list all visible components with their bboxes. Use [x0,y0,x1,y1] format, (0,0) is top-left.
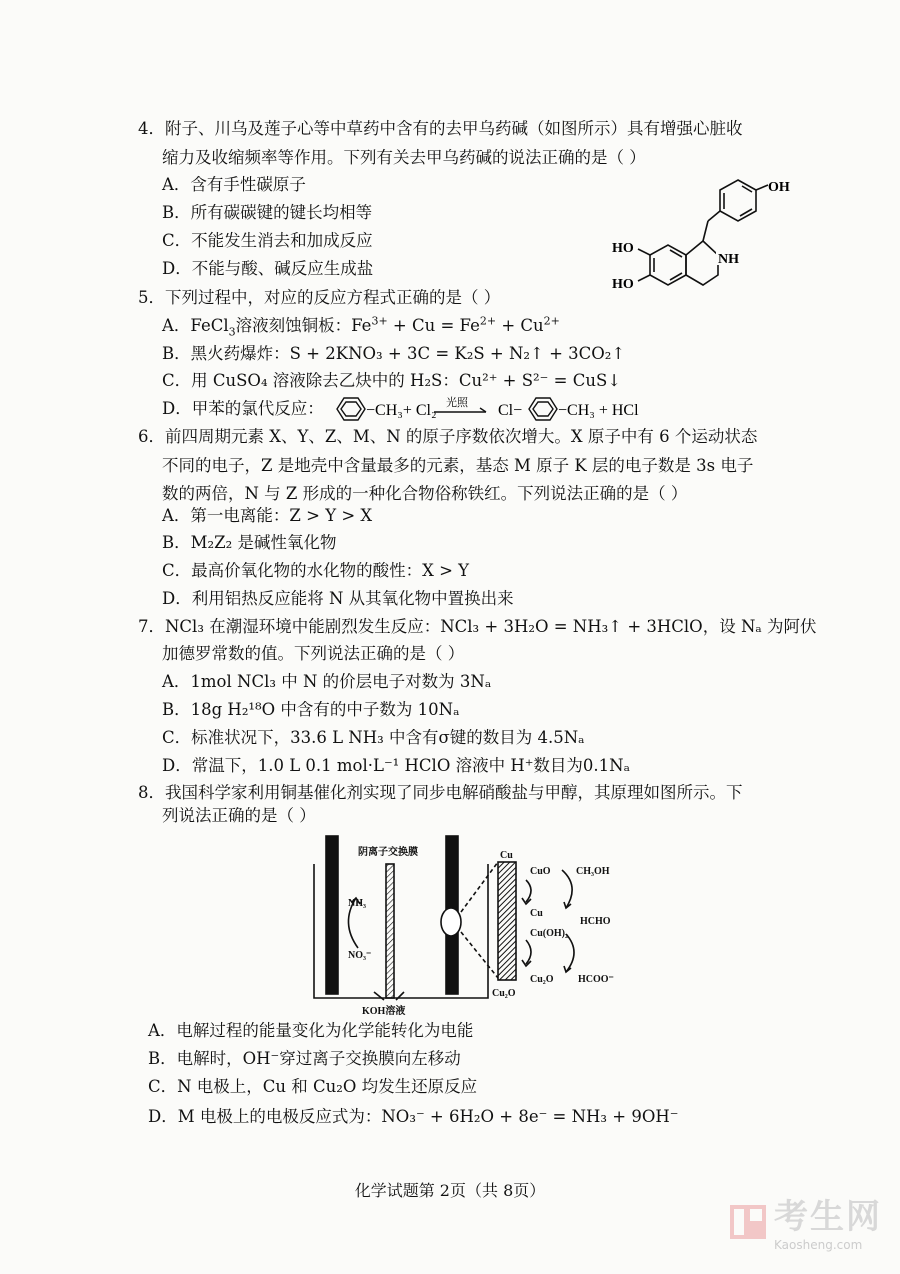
q5-toluene-equation [330,394,660,424]
q5-stem: 5．下列过程中，对应的反应方程式正确的是（ ） [138,288,501,307]
watermark-logo-icon [728,1201,768,1241]
hcho-label: HCHO [580,916,611,927]
watermark [728,1189,882,1252]
q7-option-b: B．18g H₂¹⁸O 中含有的中子数为 10Nₐ [162,700,460,719]
q7-option-a: A．1mol NCl₃ 中 N 的价层电子对数为 3Nₐ [162,672,492,691]
nh3-label: NH₃ [348,898,366,909]
cu2o-label-right: Cu₂O [530,974,554,985]
q8-option-c: C．N 电极上，Cu 和 Cu₂O 均发生还原反应 [148,1077,478,1096]
q8-option-b: B．电解时，OH⁻穿过离子交换膜向左移动 [148,1049,461,1068]
q6-option-c: C．最高价氧化物的水化物的酸性：X > Y [162,561,470,580]
q5-d-cl: Cl− [498,402,523,419]
watermark-text: 考生网 [774,1197,882,1237]
q8-stem-line1: 8．我国科学家利用铜基催化剂实现了同步电解硝酸盐与甲醇，其原理如图所示。下 [138,783,743,802]
q5-d-post: −CH₃ + HCl [558,402,639,419]
q8-electrolysis-diagram [300,828,640,1018]
q4-stem-line1: 4．附子、川乌及莲子心等中草药中含有的去甲乌药碱（如图所示）具有增强心脏收 [138,119,743,138]
q7-option-c: C．标准状况下，33.6 L NH₃ 中含有σ键的数目为 4.5Nₐ [162,728,585,747]
q5-option-c: C．用 CuSO₄ 溶液除去乙炔中的 H₂S：Cu²⁺ + S²⁻ = CuS↓ [162,371,622,390]
q8-option-d: D．M 电极上的电极反应式为：NO₃⁻ + 6H₂O + 8e⁻ = NH₃ + 9OH⁻ [148,1107,679,1126]
cu-label-mid: Cu [530,908,543,919]
ch3oh-label: CH₃OH [576,866,610,877]
q4-option-d: D．不能与酸、碱反应生成盐 [162,259,374,278]
ho-label-1: HO [612,241,634,256]
q4-molecule-structure [608,175,798,300]
q5-option-d [162,398,324,420]
koh-label: KOH溶液 [362,1006,406,1017]
q5-d-cl2: −CH₃+ Cl₂ [366,402,437,419]
q7-option-d: D．常温下，1.0 L 0.1 mol·L⁻¹ HClO 溶液中 H⁺数目为0.1Nₐ [162,756,630,775]
watermark-url: Kaosheng.com [774,1238,863,1252]
q4-stem-line2: 缩力及收缩频率等作用。下列有关去甲乌药碱的说法正确的是（ ） [162,148,646,167]
q5-option-b: B．黑火药爆炸：S + 2KNO₃ + 3C = K₂S + N₂↑ + 3CO₂↑ [162,344,626,363]
cuoh2-label: Cu(OH)₂ [530,928,568,939]
hcoo-label: HCOO⁻ [578,974,614,985]
q6-option-b: B．M₂Z₂ 是碱性氧化物 [162,533,337,552]
q6-stem-line2: 不同的电子，Z 是地壳中含量最多的元素，基态 M 原子 K 层的电子数是 3s 电子 [162,456,754,475]
q5-option-a: A．FeCl$_3$溶液刻蚀铜板：$Fe^{3+} + Cu = Fe^{2+} + Cu^{2+}$ [162,314,560,339]
q5-a-part4: + Cu [496,316,544,335]
q6-stem-line3: 数的两倍，N 与 Z 形成的一种化合物俗称铁红。下列说法正确的是（ ） [162,484,688,503]
no3-label: NO₃⁻ [348,950,372,961]
q6-option-d: D．利用铝热反应能将 N 从其氧化物中置换出来 [162,589,514,608]
q6-stem-line1: 6．前四周期元素 X、Y、Z、M、N 的原子序数依次增大。X 原子中有 6 个运动状态 [138,427,758,446]
q5-a-part2: 溶液刻蚀铜板：Fe [235,316,372,335]
cu-label-top: Cu [500,850,513,861]
q8-stem-line2: 列说法正确的是（ ） [162,806,316,825]
q6-option-a: A．第一电离能：Z > Y > X [162,506,373,525]
cuo-label: CuO [530,866,551,877]
q7-stem-line2: 加德罗常数的值。下列说法正确的是（ ） [162,644,465,663]
cu2o-label-bottom: Cu₂O [492,988,516,999]
page-footer: 化学试题第 2页（共 8页） [354,1181,546,1200]
ho-label-2: HO [612,277,634,292]
membrane-label: 阴离子交换膜 [358,847,418,858]
q5-a-part3: + Cu = Fe [387,316,480,335]
q8-option-a: A．电解过程的能量变化为化学能转化为电能 [148,1021,474,1040]
q5-d-condition: 光照 [446,396,468,409]
q4-option-c: C．不能发生消去和加成反应 [162,231,373,250]
q7-stem-line1: 7．NCl₃ 在潮湿环境中能剧烈发生反应：NCl₃ + 3H₂O = NH₃↑ + 3HClO，设 Nₐ 为阿伏 [138,617,817,636]
nh-label: NH [718,252,739,267]
q4-option-a: A．含有手性碳原子 [162,175,306,194]
q5-a-part1: A．FeCl [162,316,229,335]
q5-d-prefix: D．甲苯的氯代反应： [162,399,324,418]
oh-label: OH [768,180,790,195]
q4-option-b: B．所有碳碳键的键长均相等 [162,203,373,222]
